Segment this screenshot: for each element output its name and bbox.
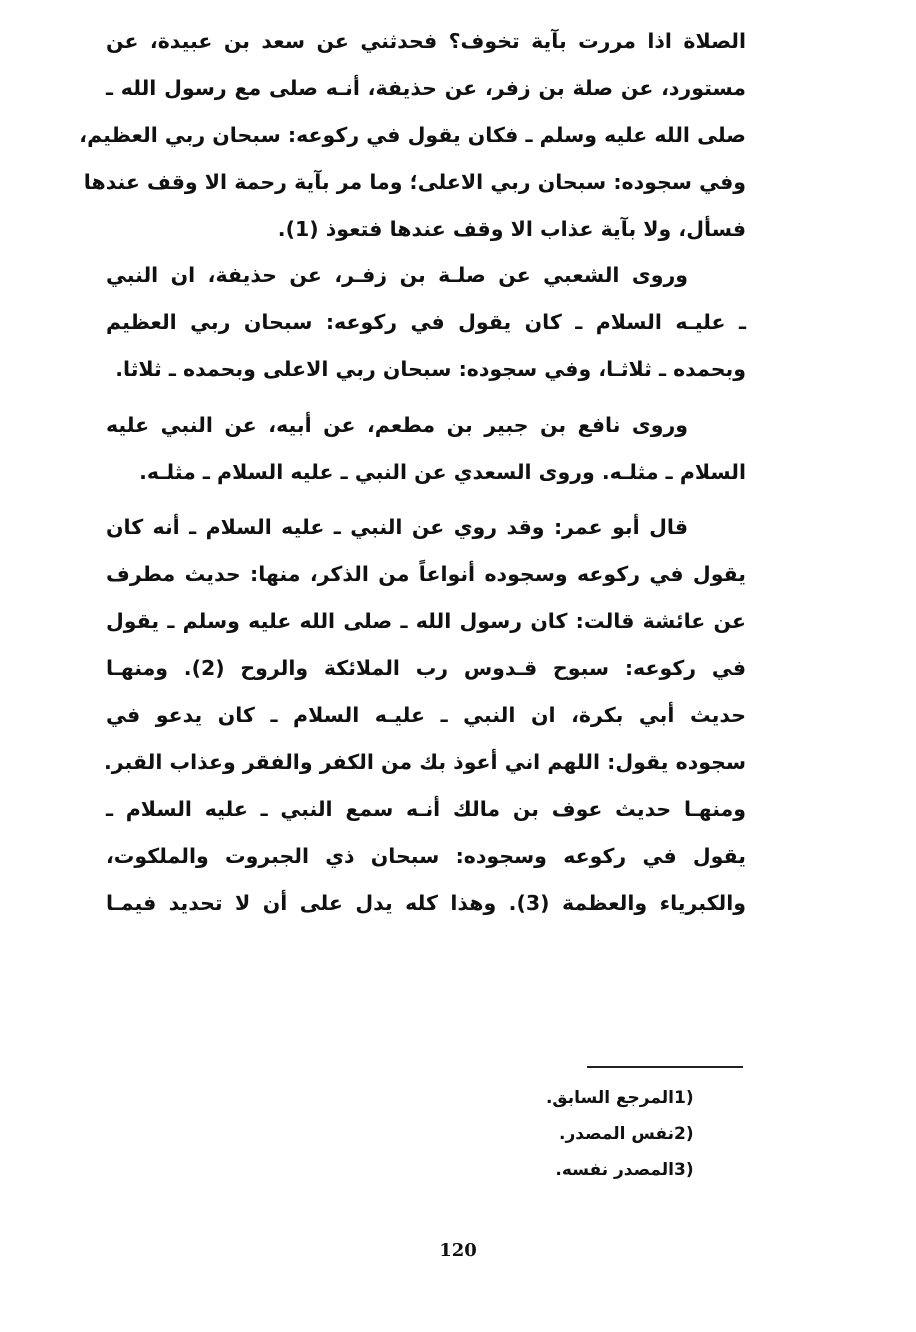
footnote-text: المصدر نفسه. bbox=[555, 1160, 674, 1180]
footnote-item bbox=[500, 1152, 700, 1188]
text-line: وروى نافع بن جبير بن مطعم، عن أبيه، عن النبي عليه bbox=[106, 413, 688, 437]
footnote-text: المرجع السابق. bbox=[545, 1088, 674, 1108]
text-line: يقول في ركوعه وسجوده: سبحان ذي الجبروت والملكوت، bbox=[106, 844, 746, 868]
footnote-divider bbox=[587, 1066, 743, 1068]
paragraph-2 bbox=[106, 252, 746, 393]
text-line: حديث أبي بكرة، ان النبي ـ عليـه السلام ـ كان يدعو في bbox=[106, 703, 746, 727]
text-line: يقول في ركوعه وسجوده أنواعاً من الذكر، منها: حديث مطرف bbox=[106, 562, 746, 586]
paragraph-1 bbox=[79, 18, 746, 253]
text-line: والكبرياء والعظمة (3). وهذا كله يدل على أن لا تحديد فيمـا bbox=[106, 891, 746, 915]
paragraph-3 bbox=[106, 402, 746, 496]
text-line: السلام ـ مثلـه. وروى السعدي عن النبي ـ عليه السلام ـ مثلـه. bbox=[139, 460, 746, 484]
text-line: صلى الله عليه وسلم ـ فكان يقول في ركوعه: سبحان ربي العظيم، bbox=[79, 123, 746, 147]
text-line: سجوده يقول: اللهم اني أعوذ بك من الكفر والفقر وعذاب القبر. bbox=[103, 750, 746, 774]
text-line: وروى الشعبي عن صلـة بن زفـر، عن حذيفة، ان النبي bbox=[106, 263, 688, 287]
footnote-text: نفس المصدر. bbox=[559, 1124, 674, 1144]
footnote-item bbox=[500, 1080, 700, 1116]
paragraph-4 bbox=[103, 504, 746, 927]
footnote-number: 2) bbox=[674, 1124, 694, 1144]
text-line: عن عائشة قالت: كان رسول الله ـ صلى الله عليه وسلم ـ يقول bbox=[106, 609, 746, 633]
text-line: قال أبو عمر: وقد روي عن النبي ـ عليه السلام ـ أنه كان bbox=[106, 515, 688, 539]
footnotes bbox=[500, 1080, 700, 1188]
text-line: فسأل، ولا بآية عذاب الا وقف عندها فتعوذ (1). bbox=[277, 217, 746, 241]
text-line: ومنهـا حديث عوف بن مالك أنـه سمع النبي ـ عليه السلام ـ bbox=[106, 797, 746, 821]
text-line: مستورد، عن صلة بن زفر، عن حذيفة، أنـه صلى مع رسول الله ـ bbox=[106, 76, 746, 100]
text-line: وفي سجوده: سبحان ربي الاعلى؛ وما مر بآية رحمة الا وقف عندها bbox=[83, 170, 746, 194]
text-line: في ركوعه: سبوح قـدوس رب الملائكة والروح (2). ومنهـا bbox=[106, 656, 746, 680]
footnote-item bbox=[500, 1116, 700, 1152]
text-line: ـ عليـه السلام ـ كان يقول في ركوعه: سبحان ربي العظيم bbox=[106, 310, 746, 334]
page-number: 120 bbox=[439, 1240, 477, 1261]
text-line: وبحمده ـ ثلاثـا، وفي سجوده: سبحان ربي الاعلى وبحمده ـ ثلاثا. bbox=[115, 357, 746, 381]
footnote-number: 3) bbox=[674, 1160, 694, 1180]
footnote-number: 1) bbox=[674, 1088, 694, 1108]
text-line: الصلاة اذا مررت بآية تخوف؟ فحدثني عن سعد بن عبيدة، عن bbox=[106, 29, 746, 53]
